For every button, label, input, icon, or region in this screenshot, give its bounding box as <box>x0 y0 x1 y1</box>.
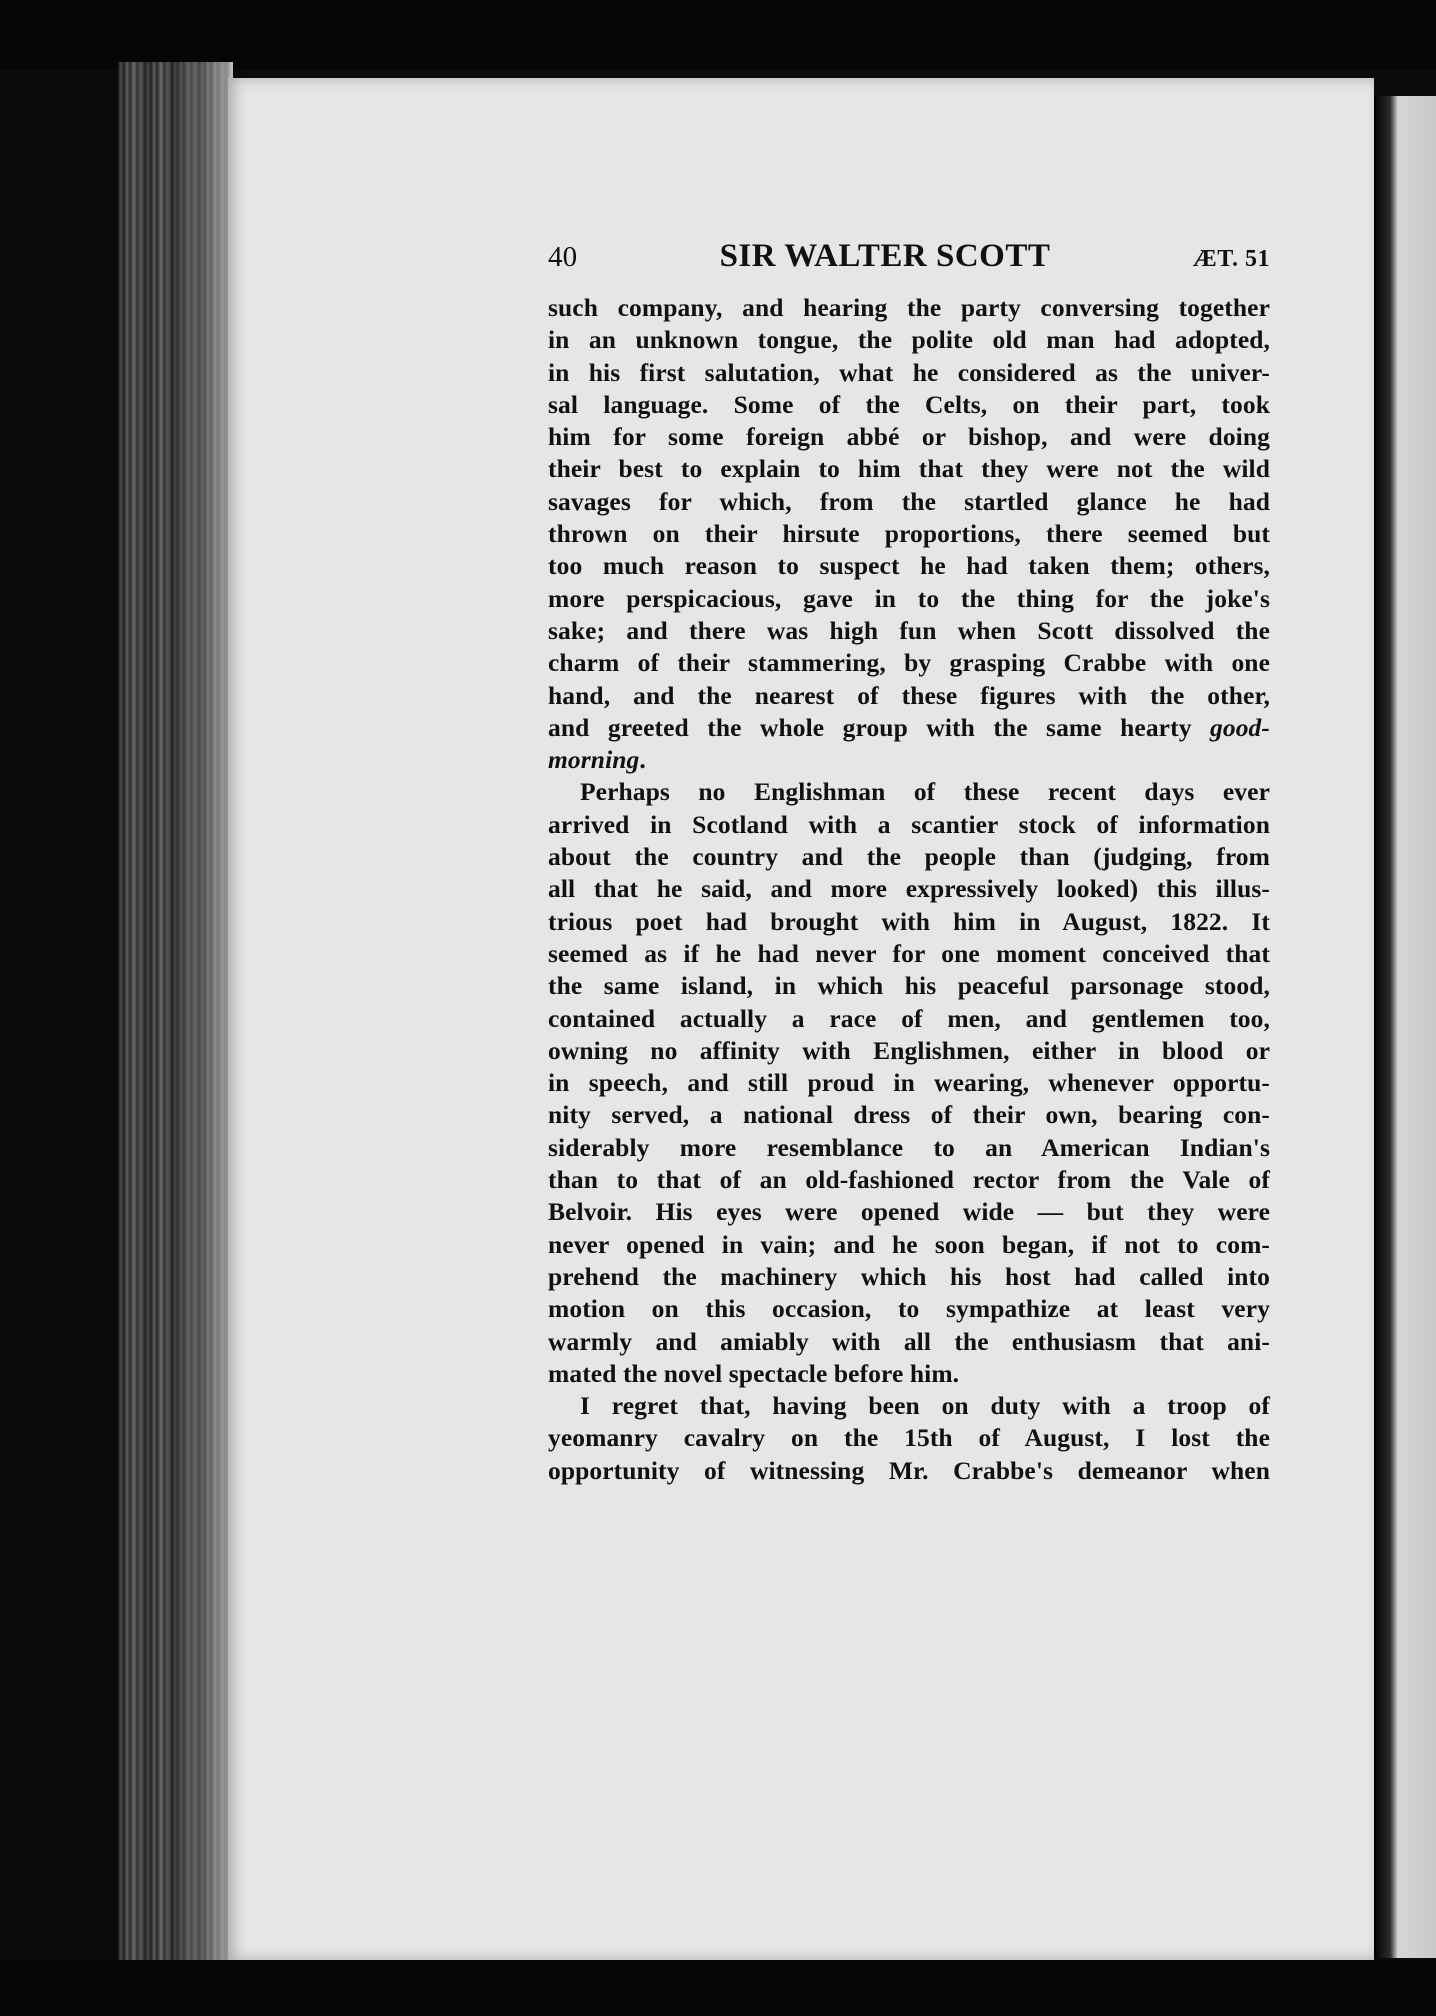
text-line: never opened in vain; and he soon began, if not to com- <box>548 1229 1270 1259</box>
text-segment: and greeted the whole group with the same hearty <box>548 712 1192 742</box>
text-line: thrown on their hirsute proportions, there seemed but <box>548 519 1270 549</box>
scan-bottom-shadow <box>0 1960 1436 2016</box>
text-line: contained actually a race of men, and gentlemen too, <box>548 1003 1270 1033</box>
italic-text: good- <box>1210 712 1270 742</box>
running-head <box>548 240 1270 290</box>
text-line: mated the novel spectacle before him. <box>548 1358 960 1388</box>
text-line: the same island, in which his peaceful parsonage stood, <box>548 971 1270 1001</box>
paragraph-2 <box>548 776 1270 1390</box>
text-line: I regret that, having been on duty with a troop of <box>580 1391 1270 1421</box>
text-line: motion on this occasion, to sympathize at least very <box>548 1294 1270 1324</box>
text-line: trious poet had brought with him in August, 1822. It <box>548 906 1270 936</box>
text-line: sake; and there was high fun when Scott dissolved the <box>548 615 1270 645</box>
facing-page-edge <box>1376 96 1436 1958</box>
text-line: yeomanry cavalry on the 15th of August, I lost the <box>548 1423 1270 1453</box>
book-spine-edge <box>118 62 233 2008</box>
text-line: hand, and the nearest of these figures with the other, <box>548 680 1270 710</box>
text-line: their best to explain to him that they were not the wild <box>548 454 1270 484</box>
running-age: ÆT. 51 <box>1192 246 1270 272</box>
text-line: in an unknown tongue, the polite old man had adopted, <box>548 325 1270 355</box>
italic-text: morning <box>548 745 640 775</box>
text-line: about the country and the people than (judging, from <box>548 842 1270 872</box>
text-line: owning no affinity with Englishmen, either in blood or <box>548 1035 1270 1065</box>
paragraph-1 <box>548 292 1270 776</box>
text-line: such company, and hearing the party conversing together <box>548 293 1270 322</box>
text-line: sal language. Some of the Celts, on their part, took <box>548 389 1270 419</box>
text-line: arrived in Scotland with a scantier stock of information <box>548 809 1270 839</box>
text-line <box>548 712 1270 744</box>
scan-top-shadow <box>0 0 1436 70</box>
text-line: charm of their stammering, by grasping Crabbe with one <box>548 648 1270 678</box>
text-line: in his first salutation, what he considered as the univer- <box>548 357 1270 387</box>
text-line: too much reason to suspect he had taken them; others, <box>548 551 1270 581</box>
text-line: than to that of an old-fashioned rector from the Vale of <box>548 1165 1270 1195</box>
paragraph-3 <box>548 1390 1270 1487</box>
text-line: Belvoir. His eyes were opened wide — but they were <box>548 1197 1270 1227</box>
text-line: nity served, a national dress of their own, bearing con- <box>548 1100 1270 1130</box>
text-line: savages for which, from the startled glance he had <box>548 486 1270 516</box>
text-line: prehend the machinery which his host had called into <box>548 1261 1270 1291</box>
text-line: in speech, and still proud in wearing, whenever opportu- <box>548 1068 1270 1098</box>
text-line <box>548 744 1270 776</box>
text-line: more perspicacious, gave in to the thing for the joke's <box>548 583 1270 613</box>
punctuation: . <box>639 745 646 775</box>
page-text <box>548 240 1270 1487</box>
text-line: warmly and amiably with all the enthusiasm that ani- <box>548 1326 1270 1356</box>
text-line: opportunity of witnessing Mr. Crabbe's demeanor when <box>548 1455 1270 1485</box>
page-number: 40 <box>548 241 578 273</box>
text-line: siderably more resemblance to an American Indian's <box>548 1132 1270 1162</box>
text-line: Perhaps no Englishman of these recent days ever <box>580 777 1270 807</box>
text-line: seemed as if he had never for one moment conceived that <box>548 938 1270 968</box>
text-line: him for some foreign abbé or bishop, and were doing <box>548 422 1270 452</box>
text-line: all that he said, and more expressively looked) this illus- <box>548 874 1270 904</box>
running-title: SIR WALTER SCOTT <box>719 238 1051 274</box>
